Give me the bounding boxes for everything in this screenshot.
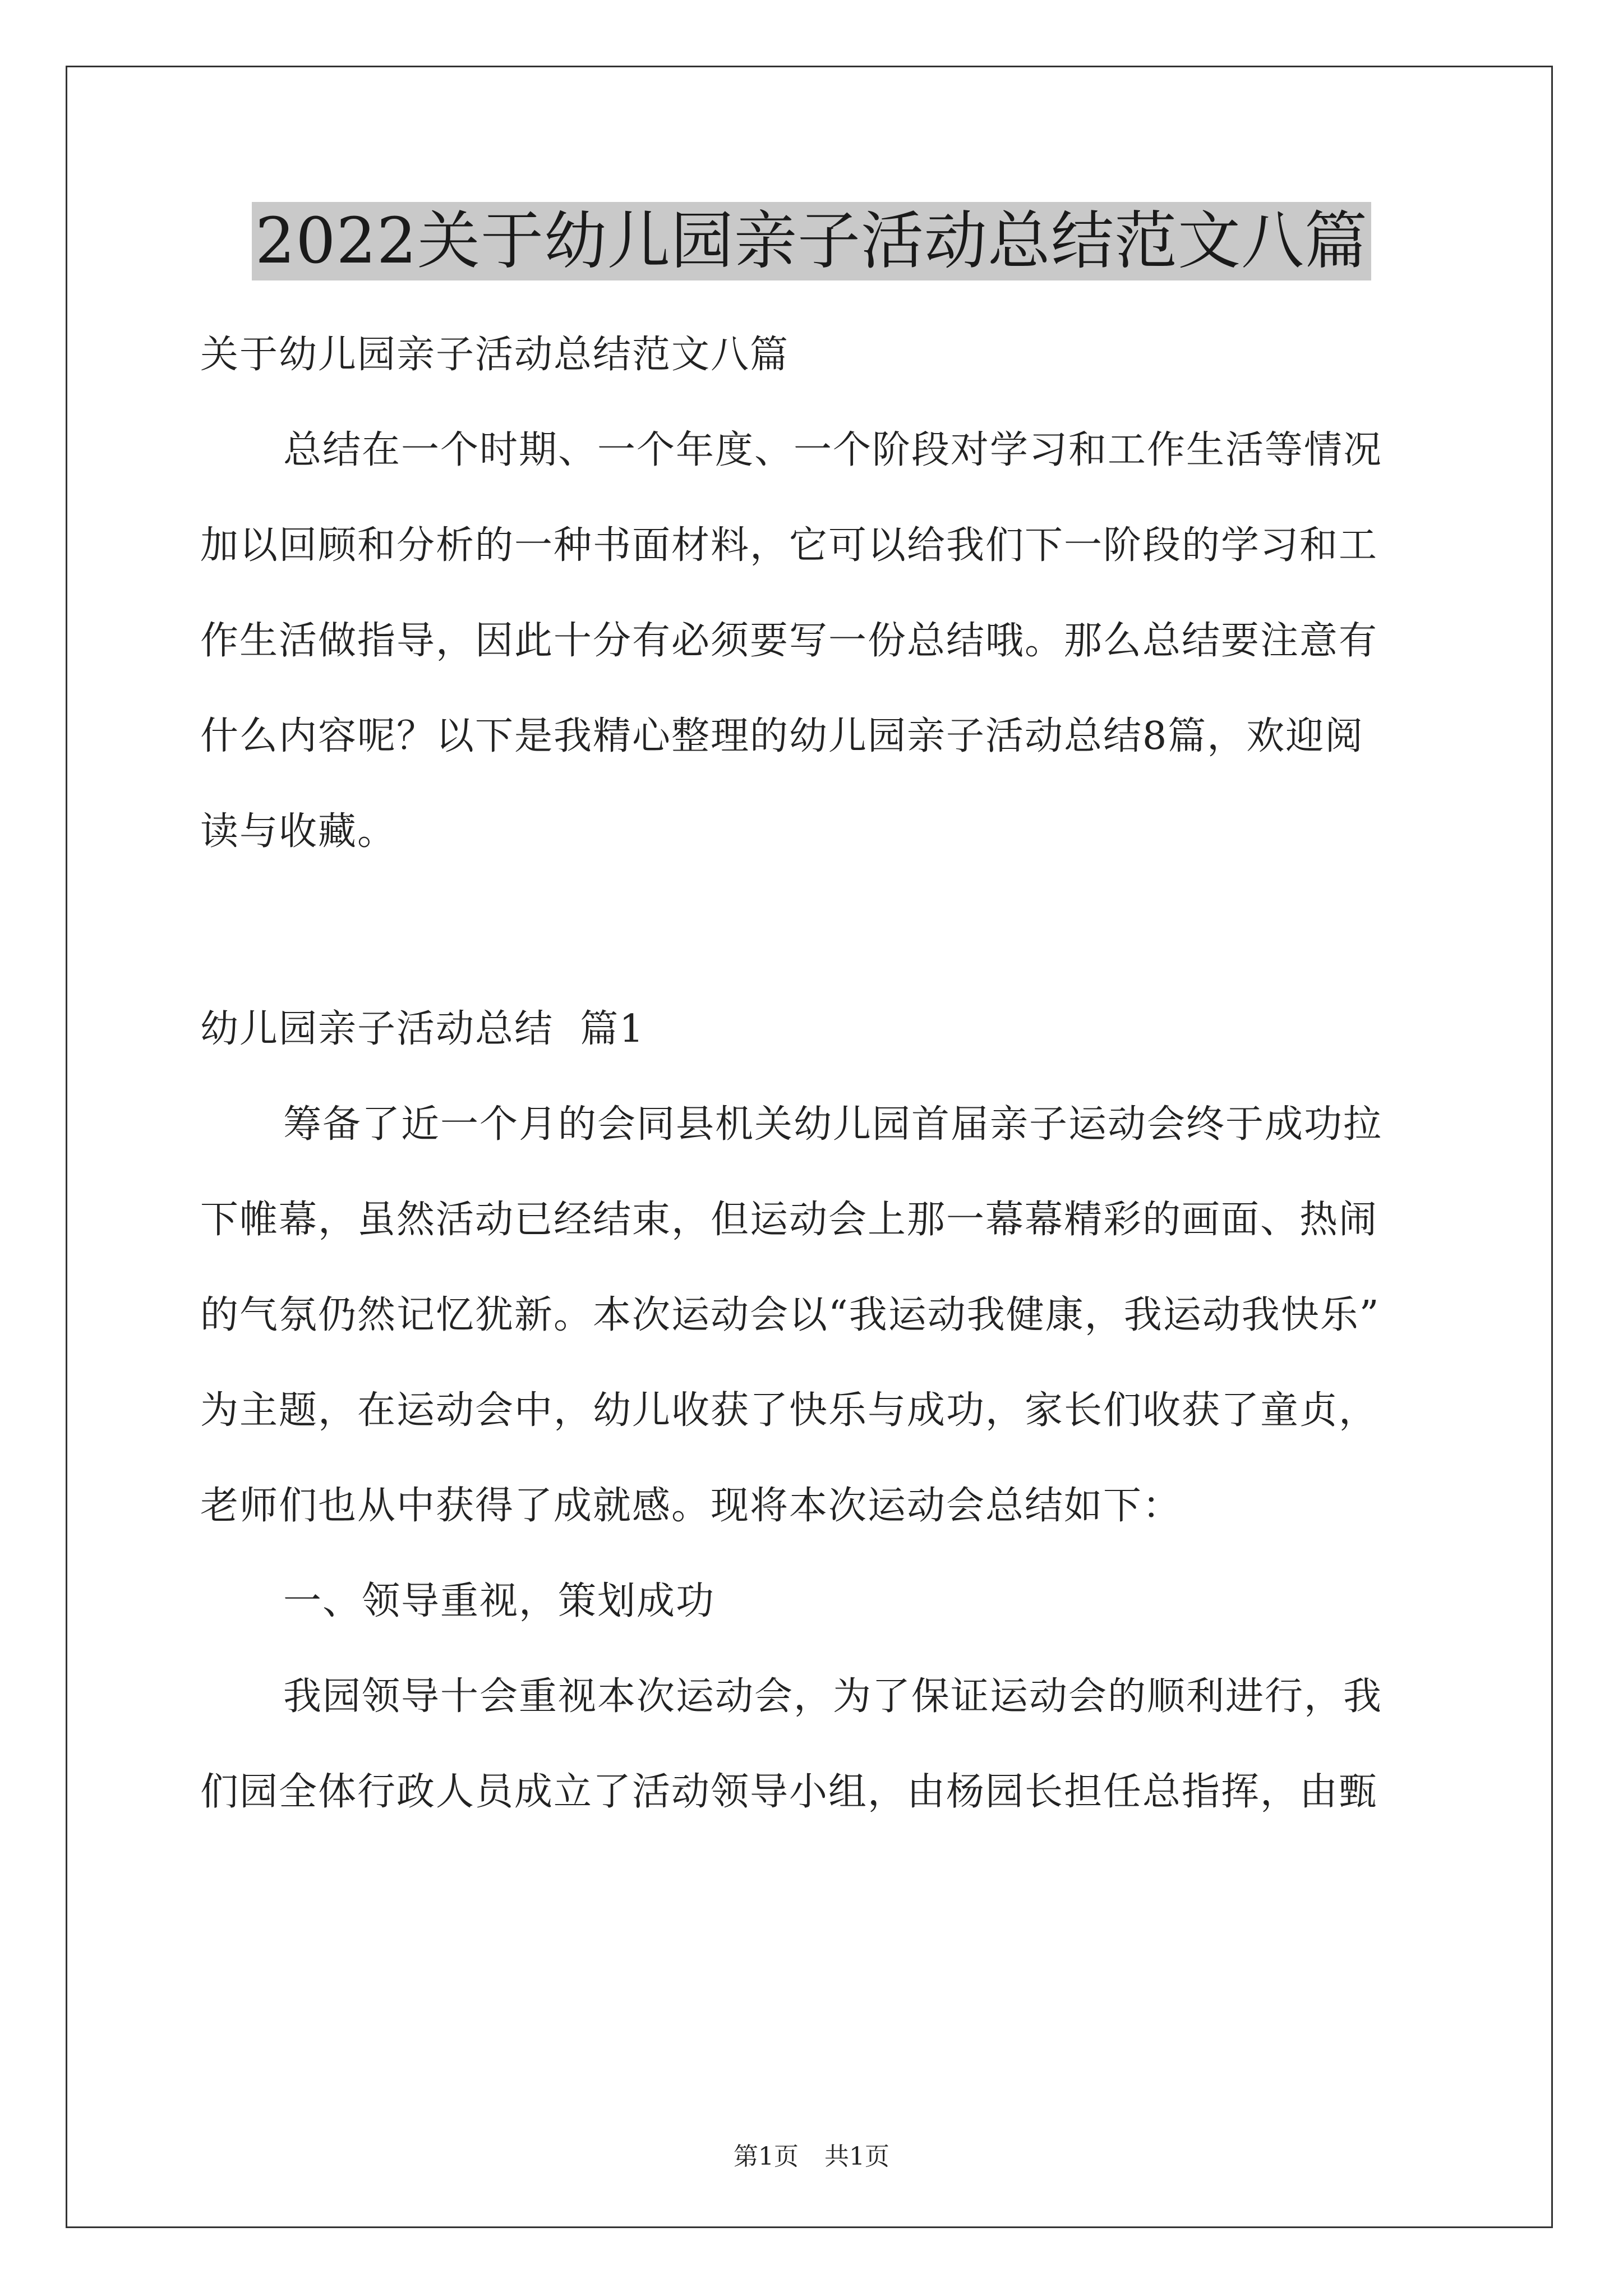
section-line: 为主题，在运动会中，幼儿收获了快乐与成功，家长们收获了童贞， <box>200 1388 1378 1433</box>
document-subtitle: 关于幼儿园亲子活动总结范文八篇 <box>200 333 790 377</box>
subheading: 一、领导重视，策划成功 <box>283 1579 716 1623</box>
page-number-current: 第1页 <box>734 2142 799 2171</box>
intro-line: 读与收藏。 <box>200 809 397 854</box>
document-body <box>200 307 1434 1840</box>
intro-line: 加以回顾和分析的一种书面材料，它可以给我们下一阶段的学习和工 <box>200 523 1378 568</box>
section-line: 下帷幕，虽然活动已经结束，但运动会上那一幕幕精彩的画面、热闹 <box>200 1198 1378 1242</box>
section-line: 老师们也从中获得了成就感。现将本次运动会总结如下： <box>200 1484 1182 1528</box>
section-heading: 幼儿园亲子活动总结 篇1 <box>200 1007 645 1051</box>
title-container <box>0 202 1623 280</box>
intro-line: 什么内容呢？以下是我精心整理的幼儿园亲子活动总结8篇，欢迎阅 <box>200 714 1364 758</box>
intro-line: 总结在一个时期、一个年度、一个阶段对学习和工作生活等情况 <box>283 428 1383 472</box>
document-title: 2022关于幼儿园亲子活动总结范文八篇 <box>252 202 1371 280</box>
paragraph-gap <box>200 880 1434 982</box>
paragraph-line: 们园全体行政人员成立了活动领导小组，由杨园长担任总指挥，由甄 <box>200 1770 1378 1814</box>
paragraph-line: 我园领导十会重视本次运动会，为了保证运动会的顺利进行，我 <box>283 1674 1383 1719</box>
intro-line: 作生活做指导，因此十分有必须要写一份总结哦。那么总结要注意有 <box>200 619 1378 663</box>
page-footer <box>0 2140 1623 2174</box>
page-number-total: 共1页 <box>824 2142 889 2171</box>
section-line: 的气氛仍然记忆犹新。本次运动会以“我运动我健康，我运动我快乐” <box>200 1293 1380 1337</box>
section-line: 筹备了近一个月的会同县机关幼儿园首届亲子运动会终于成功拉 <box>283 1102 1383 1147</box>
